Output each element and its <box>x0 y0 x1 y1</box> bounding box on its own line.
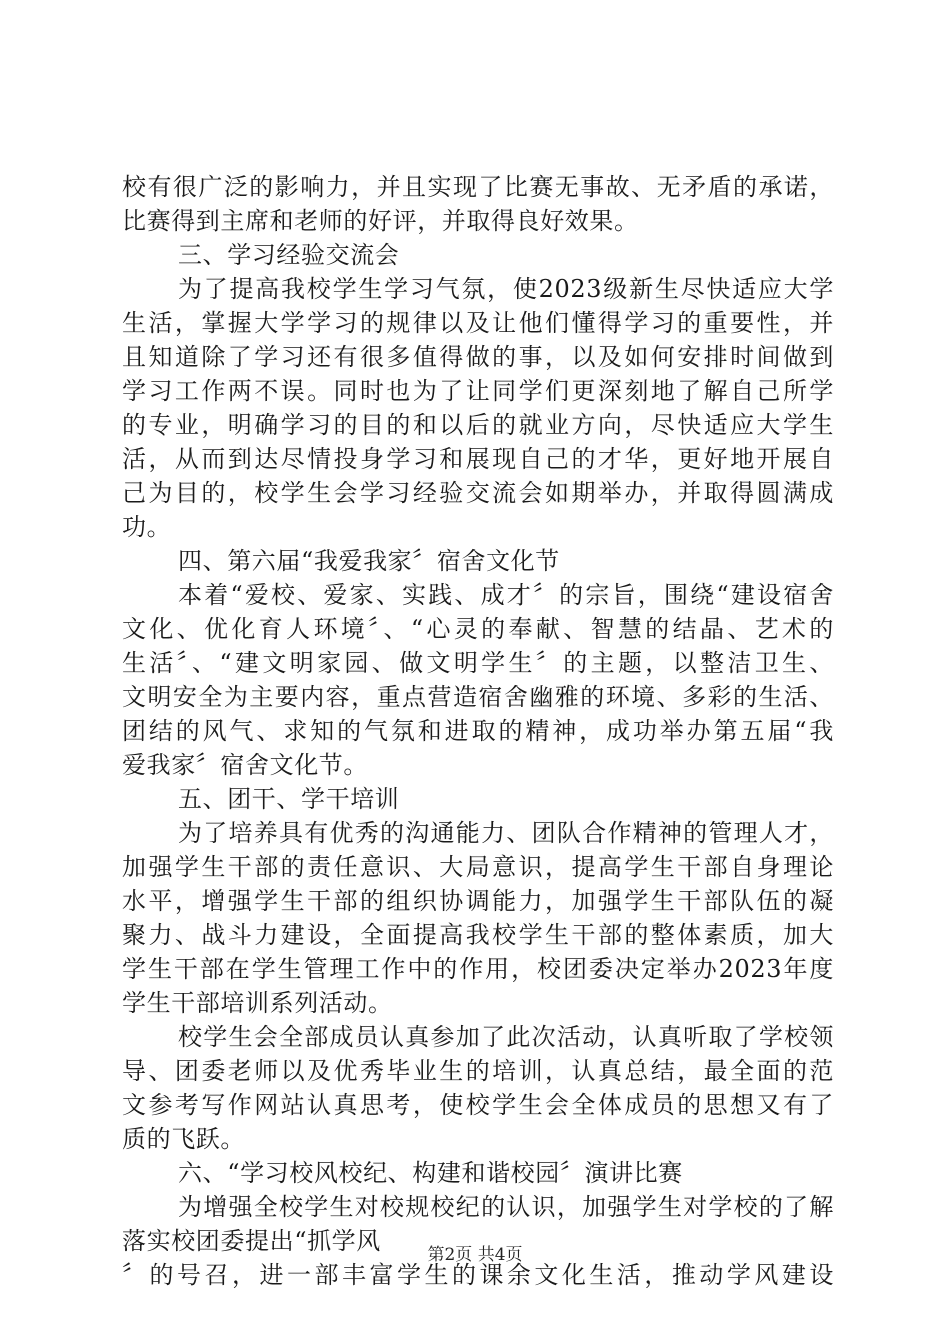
text-line: 水平，增强学生干部的组织协调能力，加强学生干部队伍的凝 <box>122 887 834 915</box>
text-line: 生活〞、“建文明家园、做文明学生〞的主题，以整洁卫生、 <box>122 649 834 677</box>
text-line: 六、“学习校风校纪、构建和谐校园〞演讲比赛 <box>178 1159 683 1187</box>
text-line: 己为目的，校学生会学习经验交流会如期举办，并取得圆满成 <box>122 479 834 507</box>
text-line: 学生干部在学生管理工作中的作用，校团委决定举办2023年度 <box>122 955 834 983</box>
text-line: 爱我家〞宿舍文化节。 <box>122 751 368 779</box>
text-line: 功。 <box>122 513 172 541</box>
text-line: 文参考写作网站认真思考，使校学生会全体成员的思想又有了 <box>122 1091 834 1119</box>
text-line: 落实校团委提出“抓学风 <box>122 1227 381 1255</box>
text-line: 团结的风气、求知的气氛和进取的精神，成功举办第五届“我 <box>122 717 834 745</box>
text-line: 质的飞跃。 <box>122 1125 245 1153</box>
text-line: 文明安全为主要内容，重点营造宿舍幽雅的环境、多彩的生活、 <box>122 683 834 711</box>
document-body <box>122 170 834 1292</box>
text-line: 校学生会全部成员认真参加了此次活动，认真听取了学校领 <box>178 1023 834 1051</box>
text-line: 活，从而到达尽情投身学习和展现自己的才华，更好地开展自 <box>122 445 834 473</box>
text-line: 五、团干、学干培训 <box>178 785 400 813</box>
text-line: 文化、优化育人环境〞、“心灵的奉献、智慧的结晶、艺术的 <box>122 615 834 643</box>
text-line: 比赛得到主席和老师的好评，并取得良好效果。 <box>122 207 639 235</box>
text-line: 三、学习经验交流会 <box>178 241 400 269</box>
page-footer: 第2页 共4页 <box>427 1245 523 1265</box>
text-line: 校有很广泛的影响力，并且实现了比赛无事故、无矛盾的承诺， <box>122 173 834 201</box>
text-line: 且知道除了学习还有很多值得做的事，以及如何安排时间做到 <box>122 343 834 371</box>
text-line: 本着“爱校、爱家、实践、成才〞的宗旨，围绕“建设宿舍 <box>178 581 834 609</box>
text-line: 学生干部培训系列活动。 <box>122 989 393 1017</box>
text-line: 为了提高我校学生学习气氛，使2023级新生尽快适应大学 <box>178 275 834 303</box>
text-line: 〞的号召，进一部丰富学生的课余文化生活，推动学风建设 <box>122 1261 834 1289</box>
text-line: 生活，掌握大学学习的规律以及让他们懂得学习的重要性，并 <box>122 309 834 337</box>
text-line: 的专业，明确学习的目的和以后的就业方向，尽快适应大学生 <box>122 411 834 439</box>
text-line: 加强学生干部的责任意识、大局意识，提高学生干部自身理论 <box>122 853 834 881</box>
text-line: 为增强全校学生对校规校纪的认识，加强学生对学校的了解 <box>178 1193 834 1221</box>
text-line: 学习工作两不误。同时也为了让同学们更深刻地了解自己所学 <box>122 377 834 405</box>
text-line: 为了培养具有优秀的沟通能力、团队合作精神的管理人才， <box>178 819 834 847</box>
text-line: 导、团委老师以及优秀毕业生的培训，认真总结，最全面的范 <box>122 1057 834 1085</box>
text-line: 聚力、战斗力建设，全面提高我校学生干部的整体素质，加大 <box>122 921 834 949</box>
text-line: 四、第六届“我爱我家〞宿舍文化节 <box>178 547 560 575</box>
